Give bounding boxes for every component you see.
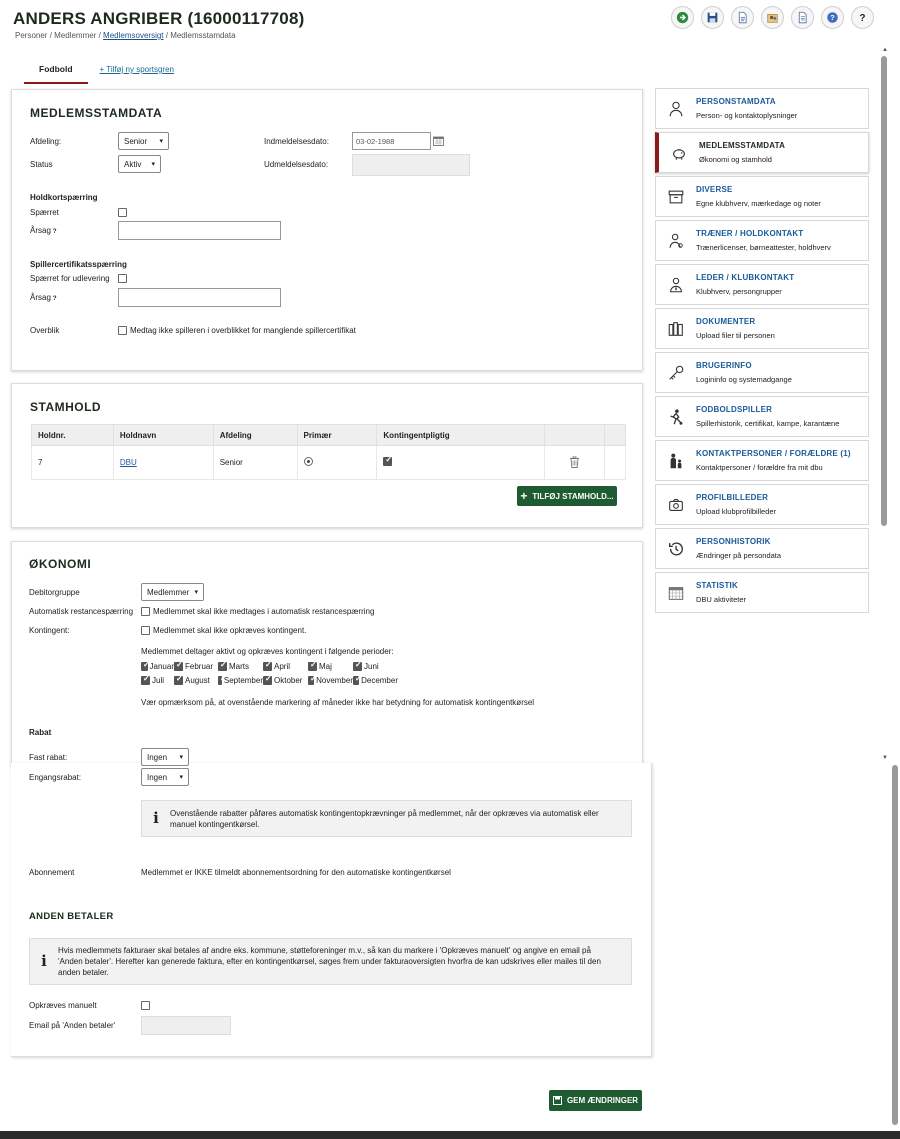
month-maj[interactable]: ✓ Maj xyxy=(308,662,353,671)
plus-icon: + xyxy=(520,489,528,503)
col-afdeling: Afdeling xyxy=(213,425,297,446)
report-icon[interactable] xyxy=(791,6,814,29)
svg-text:?: ? xyxy=(830,13,835,23)
rabat-info-box: i Ovenstående rabatter påføres automatisk kontingentopkrævninger på medlemmet, når der opkræves via automatisk eller manuel kontingentkørsel. xyxy=(141,800,632,837)
person-icon xyxy=(656,100,696,118)
engangs-label: Engangsrabat: xyxy=(29,773,82,782)
scroll-up-icon[interactable]: ▲ xyxy=(882,47,888,53)
calendar-icon xyxy=(656,584,696,602)
restance-checkbox[interactable] xyxy=(141,607,150,616)
svg-text:?: ? xyxy=(859,12,866,24)
forward-icon[interactable] xyxy=(671,6,694,29)
manuelt-checkbox[interactable] xyxy=(141,1001,150,1010)
page-title: ANDERS ANGRIBER (16000117708) xyxy=(13,9,305,28)
piggy-bank-icon xyxy=(659,144,699,162)
month-juni[interactable]: ✓ Juni xyxy=(353,662,398,671)
sidebar-item-personhistorik[interactable]: PERSONHISTORIK Ændringer på persondata xyxy=(655,528,869,569)
kontingent-opt-checkbox[interactable] xyxy=(141,626,150,635)
aarsag-label: Årsag ? xyxy=(30,226,57,235)
months-note: Vær opmærksom på, at ovenstående markering af måneder ikke har betydning for automatisk kontingentkørsel xyxy=(141,698,535,707)
sidebar-item-personstamdata[interactable]: PERSONSTAMDATA Person- og kontaktoplysninger xyxy=(655,88,869,129)
sidebar-item-medlemsstamdata[interactable]: MEDLEMSSTAMDATA Økonomi og stamhold xyxy=(655,132,869,173)
month-januar[interactable]: ✓ Januar xyxy=(141,662,174,671)
month-februar[interactable]: ✓ Februar xyxy=(174,662,218,671)
sidebar-item-traener[interactable]: TRÆNER / HOLDKONTAKT Trænerlicenser, børneattester, holdhverv xyxy=(655,220,869,261)
month-august[interactable]: ✓ August xyxy=(174,676,218,685)
overblik-text: Medtag ikke spilleren i overblikket for manglende spillercertifikat xyxy=(130,326,356,335)
stamhold-table xyxy=(31,424,626,480)
spillercert-title: Spillercertifikatsspærring xyxy=(30,260,127,269)
fast-rabat-select[interactable]: Ingen ▾ xyxy=(141,748,189,766)
month-april[interactable]: ✓ April xyxy=(263,662,308,671)
add-stamhold-button[interactable]: + TILFØJ STAMHOLD... xyxy=(517,486,617,506)
indmeldelse-input[interactable]: 03-02-1988 xyxy=(352,132,431,150)
breadcrumb: Personer / Medlemmer / Medlemsoversigt / Medlemsstamdata xyxy=(15,31,236,40)
col-kontingent: Kontingentpligtig xyxy=(377,425,545,446)
kontingent-label: Kontingent: xyxy=(29,626,70,635)
section-title: MEDLEMSSTAMDATA xyxy=(30,106,163,120)
stamdata-card xyxy=(11,89,643,371)
months-grid xyxy=(141,662,398,685)
sidebar-item-profilbilleder[interactable]: PROFILBILLEDER Upload klubprofilbilleder xyxy=(655,484,869,525)
tab-fodbold[interactable]: Fodbold xyxy=(24,60,88,84)
question-icon[interactable] xyxy=(851,6,874,29)
month-december[interactable]: ✓ December xyxy=(353,676,398,685)
month-marts[interactable]: ✓ Marts xyxy=(218,662,263,671)
anden-betaler-title: ANDEN BETALER xyxy=(29,911,114,922)
trash-icon[interactable] xyxy=(569,461,580,470)
history-icon xyxy=(656,540,696,558)
aarsag-input[interactable] xyxy=(118,221,281,240)
month-oktober[interactable]: ✓ Oktober xyxy=(263,676,308,685)
sidebar-item-diverse[interactable]: DIVERSE Egne klubhverv, mærkedage og noter xyxy=(655,176,869,217)
abonnement-label: Abonnement xyxy=(29,868,75,877)
add-sport-link[interactable]: + Tilføj ny sportsgren xyxy=(99,65,174,74)
status-label: Status xyxy=(30,160,53,169)
restance-text: Medlemmet skal ikke medtages i automatisk restancespærring xyxy=(153,607,375,616)
camera-icon xyxy=(656,496,696,514)
scroll-down-icon[interactable]: ▼ xyxy=(882,755,888,761)
chevron-down-icon: ▾ xyxy=(179,774,183,781)
afdeling-label: Afdeling: xyxy=(30,137,62,146)
fast-rabat-label: Fast rabat: xyxy=(29,753,68,762)
sidebar-item-kontaktpersoner[interactable]: KONTAKTPERSONER / FORÆLDRE (1) Kontaktpersoner / forældre fra mit dbu xyxy=(655,440,869,481)
taskbar xyxy=(0,1131,900,1139)
anden-info-box: i Hvis medlemmets fakturaer skal betales af andre eks. kommune, støtteforeninger m.v., så kan du markere i 'Opkræves manuelt' og angive en email på 'Anden betaler'. Herefter kan generede faktura, efter en kontingentkørsel, søges frem under fakturaoversigten hvorfra de kan udskrives eller mailes til den anden betaler. xyxy=(29,938,632,985)
spaerret-checkbox[interactable] xyxy=(118,208,127,217)
afdeling-select[interactable]: Senior ▾ xyxy=(118,132,169,150)
contacts-icon[interactable] xyxy=(761,6,784,29)
help-icon[interactable]: ? xyxy=(52,296,57,302)
player-icon xyxy=(656,408,696,426)
holdnavn-link[interactable]: DBU xyxy=(119,458,137,467)
leader-icon xyxy=(656,276,696,294)
primary-radio[interactable] xyxy=(304,457,313,466)
status-select[interactable]: Aktiv ▾ xyxy=(118,155,161,173)
family-icon xyxy=(656,452,696,470)
help-icon[interactable]: ? xyxy=(52,229,57,235)
sidebar-item-brugerinfo[interactable]: BRUGERINFO Logininfo og systemadgange xyxy=(655,352,869,393)
engangs-select[interactable]: Ingen ▾ xyxy=(141,768,189,786)
sidebar-item-statistik[interactable]: STATISTIK DBU aktiviteter xyxy=(655,572,869,613)
sidebar-nav xyxy=(655,88,869,613)
key-icon xyxy=(656,364,696,382)
save-changes-button[interactable]: GEM ÆNDRINGER xyxy=(549,1090,642,1111)
breadcrumb-link[interactable]: Medlemsoversigt xyxy=(103,31,164,40)
sidebar-item-fodboldspiller[interactable]: FODBOLDSPILLER Spillerhistorik, certifikat, kampe, karantæne xyxy=(655,396,869,437)
col-primaer: Primær xyxy=(297,425,377,446)
sidebar-item-dokumenter[interactable]: DOKUMENTER Upload filer til personen xyxy=(655,308,869,349)
sport-tabs xyxy=(24,60,186,84)
month-juli[interactable]: ✓ Juli xyxy=(141,676,174,685)
document-icon[interactable] xyxy=(731,6,754,29)
chevron-down-icon: ▾ xyxy=(179,754,183,761)
aarsag2-input[interactable] xyxy=(118,288,281,307)
scroll-thumb[interactable] xyxy=(881,56,887,526)
col-holdnr: Holdnr. xyxy=(32,425,114,446)
overblik-label: Overblik xyxy=(30,326,60,335)
chevron-down-icon: ▾ xyxy=(194,589,198,596)
coach-icon xyxy=(656,232,696,250)
aarsag2-label: Årsag ? xyxy=(30,293,57,302)
indmeldelse-label: Indmeldelsesdato: xyxy=(264,137,329,146)
email-label: Email på 'Anden betaler' xyxy=(29,1021,116,1030)
sidebar-item-leder[interactable]: LEDER / KLUBKONTAKT Klubhverv, persongrupper xyxy=(655,264,869,305)
udmeldelse-input xyxy=(352,154,470,176)
spaerret-label: Spærret xyxy=(30,208,59,217)
table-row: 7 DBU Senior ✓ xyxy=(32,446,626,480)
save-icon[interactable] xyxy=(701,6,724,29)
documents-icon xyxy=(656,320,696,338)
help-circle-icon[interactable] xyxy=(821,6,844,29)
toolbar xyxy=(671,6,874,29)
udmeldelse-label: Udmeldelsesdato: xyxy=(264,160,329,169)
spaerret-udl-checkbox[interactable] xyxy=(118,274,127,283)
manuelt-label: Opkræves manuelt xyxy=(29,1001,97,1010)
spaerret-udl-label: Spærret for udlevering xyxy=(30,274,110,283)
email-input xyxy=(141,1016,231,1035)
debitor-label: Debitorgruppe xyxy=(29,588,80,597)
archive-box-icon xyxy=(656,188,696,206)
kontingent-checkbox[interactable] xyxy=(383,457,392,466)
section-title: ØKONOMI xyxy=(29,557,92,571)
info-icon: i xyxy=(153,809,159,827)
section-title: STAMHOLD xyxy=(30,400,102,414)
info-icon: i xyxy=(41,952,47,970)
perioder-text: Medlemmet deltager aktivt og opkræves kontingent i følgende perioder: xyxy=(141,647,394,656)
page-scroll-thumb[interactable] xyxy=(892,765,898,1125)
debitor-select[interactable]: Medlemmer ▾ xyxy=(141,583,204,601)
save-icon xyxy=(553,1096,562,1105)
overblik-checkbox[interactable] xyxy=(118,326,127,335)
abonnement-text: Medlemmet er IKKE tilmeldt abonnementsordning for den automatiske kontingentkørsel xyxy=(141,868,451,877)
calendar-icon[interactable] xyxy=(433,136,444,148)
month-november[interactable]: ✓ November xyxy=(308,676,353,685)
stamhold-card xyxy=(11,383,643,528)
scrollbar[interactable] xyxy=(880,47,890,765)
holdkort-title: Holdkortspærring xyxy=(30,193,98,202)
chevron-down-icon: ▾ xyxy=(159,138,163,145)
restance-label: Automatisk restancespærring xyxy=(29,607,134,616)
rabat-title: Rabat xyxy=(29,728,52,737)
chevron-down-icon: ▾ xyxy=(151,161,155,168)
kontingent-text: Medlemmet skal ikke opkræves kontingent. xyxy=(153,626,307,635)
month-september[interactable]: ✓ September xyxy=(218,676,263,685)
col-holdnavn: Holdnavn xyxy=(113,425,213,446)
